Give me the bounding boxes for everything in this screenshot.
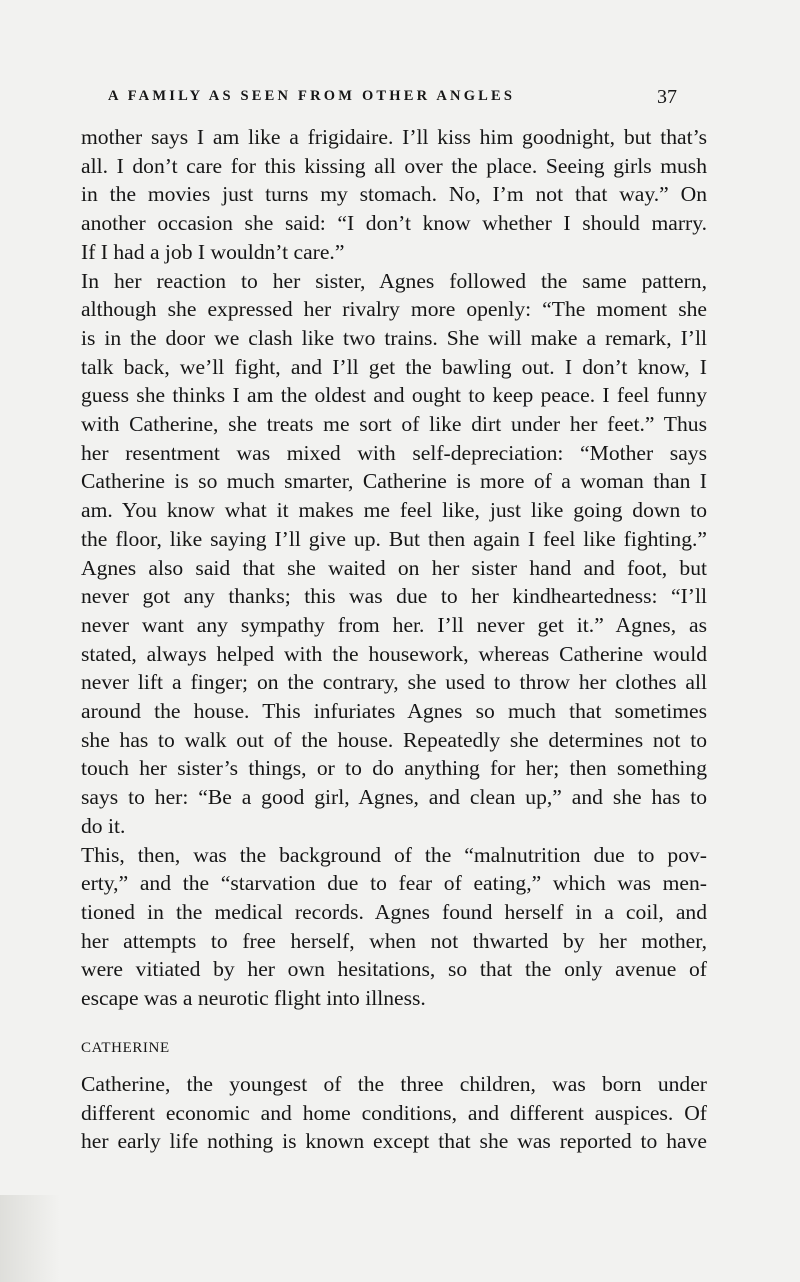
paragraph-3 (81, 841, 707, 1013)
text-line: touch her sister’s things, or to do anything for her; then something (81, 756, 707, 781)
text-line: erty,” and the “starvation due to fear of eating,” which was men- (81, 871, 707, 896)
text-line: although she expressed her rivalry more openly: “The moment she (81, 297, 707, 322)
text-line: talk back, we’ll fight, and I’ll get the bawling out. I don’t know, I (81, 354, 707, 379)
paragraph-2 (81, 267, 707, 841)
text-line: In her reaction to her sister, Agnes followed the same pattern, (81, 268, 707, 293)
text-line: her early life nothing is known except that she was reported to have (81, 1129, 707, 1154)
page-edge-shadow (0, 1195, 60, 1282)
text-line: Catherine is so much smarter, Catherine is more of a woman than I (81, 469, 707, 494)
text-line: Catherine, the youngest of the three children, was born under (81, 1071, 707, 1096)
text-line: all. I don’t care for this kissing all over the place. Seeing girls mush (81, 153, 707, 178)
text-line: never got any thanks; this was due to her kindheartedness: “I’ll (81, 584, 707, 609)
body-text (81, 123, 707, 1156)
text-line: do it. (81, 813, 126, 838)
text-line: mother says I am like a frigidaire. I’ll kiss him goodnight, but that’s (81, 125, 707, 149)
page-number: 37 (657, 86, 677, 108)
section-heading: CATHERINE (81, 1039, 170, 1056)
text-line: never want any sympathy from her. I’ll never get it.” Agnes, as (81, 612, 707, 637)
text-line: around the house. This infuriates Agnes so much that sometimes (81, 699, 707, 724)
text-line: she has to walk out of the house. Repeatedly she determines not to (81, 727, 707, 752)
text-line: the floor, like saying I’ll give up. But then again I feel like fighting.” (81, 526, 707, 551)
text-line: with Catherine, she treats me sort of like dirt under her feet.” Thus (81, 412, 707, 437)
paragraph-4 (81, 1070, 707, 1156)
text-line: stated, always helped with the housework, whereas Catherine would (81, 641, 707, 666)
text-line: This, then, was the background of the “malnutrition due to pov- (81, 842, 707, 867)
text-line: were vitiated by her own hesitations, so that the only avenue of (81, 957, 707, 982)
text-line: her resentment was mixed with self-depreciation: “Mother says (81, 440, 707, 465)
text-line: is in the door we clash like two trains. She will make a remark, I’ll (81, 325, 707, 350)
text-line: her attempts to free herself, when not thwarted by her mother, (81, 928, 707, 953)
text-line: never lift a finger; on the contrary, she used to throw her clothes all (81, 670, 707, 695)
text-line: says to her: “Be a good girl, Agnes, and clean up,” and she has to (81, 785, 707, 810)
text-line: in the movies just turns my stomach. No, I’m not that way.” On (81, 182, 707, 207)
paragraph-1 (81, 123, 707, 267)
text-line: different economic and home conditions, and different auspices. Of (81, 1100, 707, 1125)
text-line: escape was a neurotic flight into illness. (81, 986, 426, 1011)
section-spacer (81, 1013, 707, 1038)
text-line: Agnes also said that she waited on her sister hand and foot, but (81, 555, 707, 580)
running-head: A FAMILY AS SEEN FROM OTHER ANGLES (108, 88, 516, 104)
text-line: If I had a job I wouldn’t care.” (81, 239, 345, 264)
text-line: tioned in the medical records. Agnes found herself in a coil, and (81, 899, 707, 924)
text-line: another occasion she said: “I don’t know whether I should marry. (81, 211, 707, 236)
text-line: guess she thinks I am the oldest and ought to keep peace. I feel funny (81, 383, 707, 408)
text-line: am. You know what it makes me feel like, just like going down to (81, 498, 707, 523)
